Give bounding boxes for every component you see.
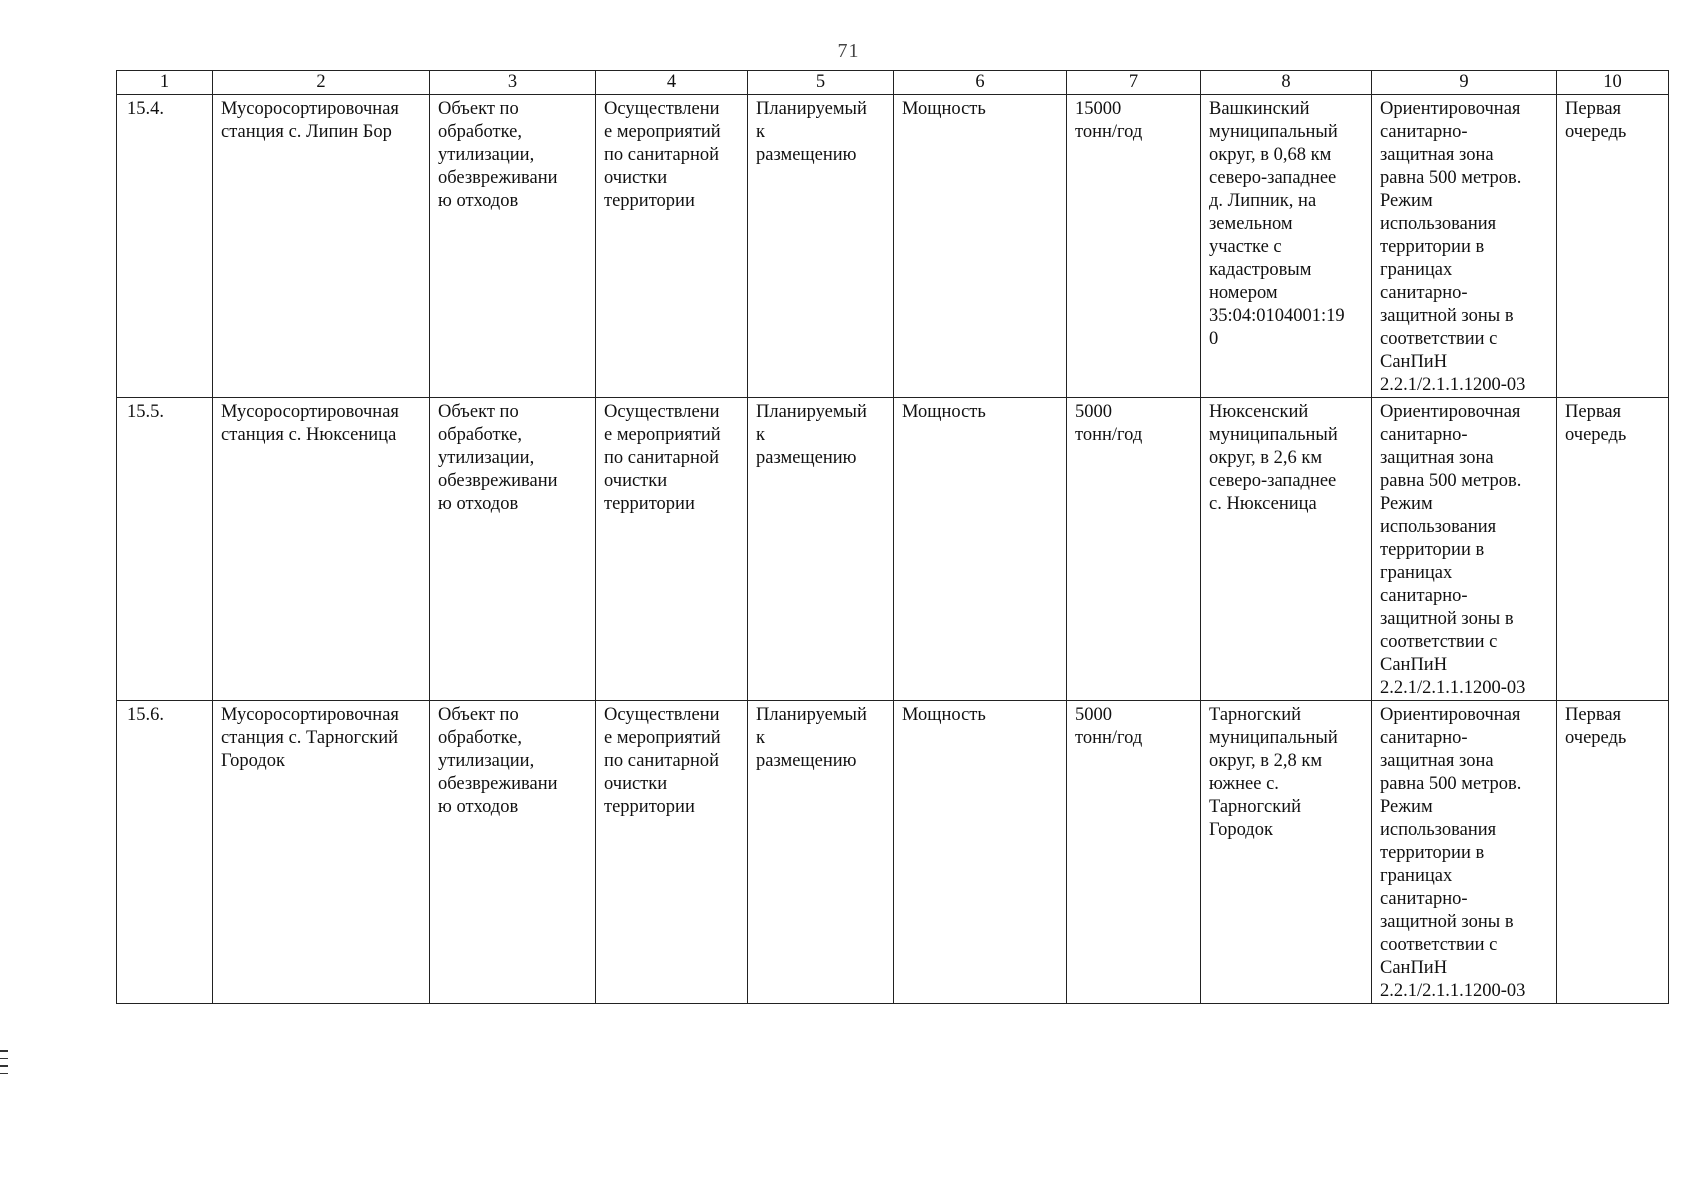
- implementation-stage: Первая очередь: [1557, 701, 1669, 1004]
- zone-description: Ориентировочная санитарно- защитная зона равна 500 метров. Режим использования территории в границах санитарно- защитной зоны в соответствии с СанПиН 2.2.1/2.1.1.1200-03: [1372, 398, 1557, 701]
- object-location: Вашкинский муниципальный округ, в 0,68 км северо-западнее д. Липник, на земельном участке с кадастровым номером 35:04:0104001:19 0: [1201, 95, 1372, 398]
- column-number: 3: [430, 71, 596, 95]
- table-row: [117, 398, 1669, 701]
- object-name: Мусоросортировочная станция с. Липин Бор: [213, 95, 430, 398]
- characteristic-name: Мощность: [894, 95, 1067, 398]
- object-name: Мусоросортировочная станция с. Тарногский Городок: [213, 701, 430, 1004]
- characteristic-value: 5000 тонн/год: [1067, 701, 1201, 1004]
- column-number: 8: [1201, 71, 1372, 95]
- column-number: 7: [1067, 71, 1201, 95]
- column-number: 1: [117, 71, 213, 95]
- object-status: Планируемый к размещению: [748, 95, 894, 398]
- objects-table: [116, 70, 1669, 1004]
- object-type: Объект по обработке, утилизации, обезвреживани ю отходов: [430, 701, 596, 1004]
- characteristic-value: 5000 тонн/год: [1067, 398, 1201, 701]
- object-purpose: Осуществлени е мероприятий по санитарной очистки территории: [596, 398, 748, 701]
- characteristic-name: Мощность: [894, 701, 1067, 1004]
- object-location: Нюксенский муниципальный округ, в 2,6 км северо-западнее с. Нюксеница: [1201, 398, 1372, 701]
- margin-mark: [0, 1073, 8, 1075]
- table-row: [117, 701, 1669, 1004]
- margin-marks: [0, 1050, 12, 1080]
- column-number: 4: [596, 71, 748, 95]
- object-purpose: Осуществлени е мероприятий по санитарной очистки территории: [596, 95, 748, 398]
- column-number: 2: [213, 71, 430, 95]
- margin-mark: [0, 1050, 8, 1052]
- column-number: 10: [1557, 71, 1669, 95]
- object-status: Планируемый к размещению: [748, 398, 894, 701]
- object-type: Объект по обработке, утилизации, обезвреживани ю отходов: [430, 95, 596, 398]
- zone-description: Ориентировочная санитарно- защитная зона равна 500 метров. Режим использования территории в границах санитарно- защитной зоны в соответствии с СанПиН 2.2.1/2.1.1.1200-03: [1372, 701, 1557, 1004]
- characteristic-value: 15000 тонн/год: [1067, 95, 1201, 398]
- column-number: 6: [894, 71, 1067, 95]
- object-purpose: Осуществлени е мероприятий по санитарной очистки территории: [596, 701, 748, 1004]
- item-number: 15.5.: [117, 398, 213, 701]
- page-number: 71: [837, 40, 860, 62]
- implementation-stage: Первая очередь: [1557, 398, 1669, 701]
- object-name: Мусоросортировочная станция с. Нюксеница: [213, 398, 430, 701]
- table-row: [117, 95, 1669, 398]
- implementation-stage: Первая очередь: [1557, 95, 1669, 398]
- object-status: Планируемый к размещению: [748, 701, 894, 1004]
- item-number: 15.4.: [117, 95, 213, 398]
- zone-description: Ориентировочная санитарно- защитная зона равна 500 метров. Режим использования территории в границах санитарно- защитной зоны в соответствии с СанПиН 2.2.1/2.1.1.1200-03: [1372, 95, 1557, 398]
- object-type: Объект по обработке, утилизации, обезвреживани ю отходов: [430, 398, 596, 701]
- column-number: 5: [748, 71, 894, 95]
- item-number: 15.6.: [117, 701, 213, 1004]
- object-location: Тарногский муниципальный округ, в 2,8 км южнее с. Тарногский Городок: [1201, 701, 1372, 1004]
- margin-mark: [0, 1065, 8, 1067]
- characteristic-name: Мощность: [894, 398, 1067, 701]
- margin-mark: [0, 1058, 8, 1060]
- column-number-row: [117, 71, 1669, 95]
- column-number: 9: [1372, 71, 1557, 95]
